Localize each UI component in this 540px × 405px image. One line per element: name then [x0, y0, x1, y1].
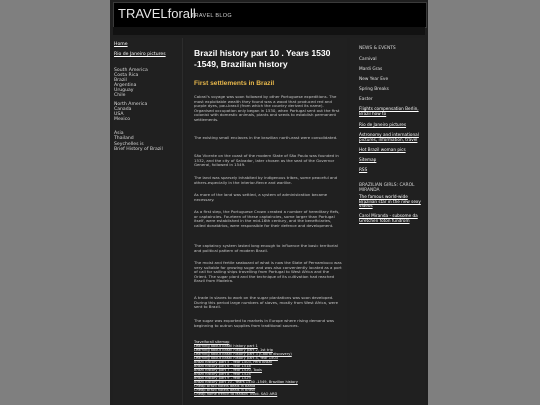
article-paragraph: São Vicente on the coast of the modern State of São Paulo was founded in 1532, and the city of Salvador, later chosen as the seat of the Governor General, followed in 1549.	[194, 153, 339, 167]
nav-item-brief-history[interactable]: Brief History of Brazil	[114, 147, 163, 152]
brazilian-girls-heading: BRAZILIAN GIRLS: CAROL MIRANDA	[359, 183, 415, 193]
main-content	[185, 38, 347, 405]
article-link[interactable]: Learning about Brazil history part 1	[194, 344, 258, 348]
nav-item-costa-rica[interactable]: Costa Rica	[114, 73, 139, 78]
site-subtitle: TRAVEL BLOG	[191, 13, 232, 19]
event-item-new-year-eve[interactable]: New Year Eve	[359, 77, 389, 82]
article-link[interactable]: Learning about Brazil history part 2, 1st trip	[194, 348, 273, 352]
sidebar-link-brazil-pics[interactable]: Hot Brazil woman pics	[359, 147, 406, 152]
site-title[interactable]: TRAVELforall	[118, 6, 196, 21]
events-heading: NEWS & EVENTS	[359, 46, 396, 51]
nav-link-rio-pictures[interactable]: Rio de Janeiro pictures	[114, 52, 166, 57]
sidebar-link-rss[interactable]: RSS	[359, 167, 368, 172]
article-link[interactable]: Cheap Brazil hotels deals in Bahia	[194, 384, 256, 388]
sidebar-link-astronomy[interactable]: Astronomy and international pictures, information, travel	[359, 132, 419, 142]
article-paragraph: As a first step, the Portuguese Crown created a number of hereditary fiefs, or captaincies. Fourteen of these captaincies, some larger than Portugal itself, were established in the mid-16th century, and the beneficiaries, called donatários, were responsible for their defence and development.	[194, 209, 340, 228]
article-paragraph: The sugar was exported to markets in Europe where rising demand was beginning to outrun supplies from traditional sources.	[194, 318, 335, 328]
article-link[interactable]: Cheap Rome french to Maison Tivoli. SAO ARD	[194, 392, 278, 396]
article-paragraph: The existing small enclaves in the brazilian north-east were consolidated.	[194, 135, 338, 140]
nav-item-thailand[interactable]: Thailand	[114, 136, 134, 141]
nav-region-south-america: South America	[114, 68, 148, 73]
article-paragraph: As more of the land was settled, a system of administration became necessary.	[194, 192, 328, 202]
event-item-carnival[interactable]: Carnival	[359, 57, 377, 62]
article-title: Brazil history part 10 . Years 1530 -1549, Brazilian history	[194, 48, 331, 69]
article-link[interactable]: Brazil history part 7 . Year 1520, Tools	[194, 368, 262, 372]
event-item-easter[interactable]: Easter	[359, 97, 373, 102]
nav-strip	[113, 27, 425, 35]
nav-item-mexico[interactable]: Mexico	[114, 117, 131, 122]
nav-item-canada[interactable]: Canada	[114, 107, 132, 112]
site-header	[113, 2, 427, 28]
sidebar-link-carol-miranda[interactable]: Carol Miranda - subsome da Gretchen foton fundrom	[359, 213, 418, 223]
page-container	[110, 0, 428, 405]
article-paragraph: The captaincy system lasted long enough to influence the basic territorial and political pattern of modern Brazil.	[194, 243, 338, 253]
article-paragraph: Cabral's voyage was soon followed by other Portuguese expeditions. The most exploitable wealth they found was a wood that produced red and purple dyes, pau-brasil (from which the country derived its name). Organised occupation only began in 1530, when Portugal sent out the first colonist with domestic animals, plants and seeds to establish permanent settlements.	[194, 94, 340, 122]
article-link[interactable]: Brazil history part 5 . Year 1503, Pero Brazil	[194, 360, 273, 364]
article-subtitle: First settlements in Brazil	[194, 80, 275, 87]
left-sidebar	[113, 38, 183, 405]
article-link[interactable]: Brazil history part 10 . Years 1530 -1549, Brazilian history	[194, 380, 298, 384]
sidebar-link-star-videos[interactable]: The famous world-wide Brazilian star in the new sexy videos	[359, 194, 421, 209]
nav-region-north-america: North America	[114, 102, 148, 107]
event-item-mardi-gras[interactable]: Mardi Gras	[359, 67, 383, 72]
nav-link-home[interactable]: Home	[114, 42, 128, 47]
sidebar-link-sitemap[interactable]: Sitemap	[359, 157, 377, 162]
article-paragraph: A trade in slaves to work on the sugar plantations was soon developed. During this period large numbers of slaves, mostly from West Africa, were sent to Brazil.	[194, 295, 338, 309]
event-item-spring-breaks[interactable]: Spring Breaks	[359, 87, 389, 92]
nav-item-argentina[interactable]: Argentina	[114, 83, 137, 88]
nav-item-uruguay[interactable]: Uruguay	[114, 88, 134, 93]
nav-item-brazil[interactable]: Brazil	[114, 78, 127, 83]
article-link[interactable]: Learning about Brazil history part 3 (Cabral discovery)	[194, 352, 292, 356]
nav-item-seychelles[interactable]: Seychelles is	[114, 142, 144, 147]
article-link[interactable]: Brazil history part 8 . Year 1524	[194, 372, 251, 376]
nav-region-asia: Asia	[114, 131, 124, 136]
nav-item-chile[interactable]: Chile	[114, 93, 126, 98]
right-sidebar	[350, 38, 425, 405]
article-link[interactable]: Learning about Brazil history part 4, Year 1503	[194, 356, 278, 360]
sidebar-link-flights[interactable]: Flights compensation Berlin, Brazil how to	[359, 106, 419, 116]
article-link[interactable]: Brazil history part 9 . Year 1529	[194, 376, 251, 380]
article-link[interactable]: Travelforall sitemap	[194, 340, 230, 344]
nav-item-usa[interactable]: USA	[114, 112, 124, 117]
article-paragraph: The land was sparsely inhabited by indigenous tribes, some peaceful and others-especially in the interior-fierce and warlike.	[194, 175, 338, 185]
sidebar-link-rio-pictures[interactable]: Rio de Janeiro pictures	[359, 122, 407, 127]
article-link[interactable]: Brazil history part 6 . Year 1518	[194, 364, 251, 368]
article-paragraph: The moist and fertile seaboard of what is now the State of Pernambuco was very suitable for growing sugar and was also conveniently located as a port of call for sailing ships travelling from Portugal to West Africa and the Orient. The sugar plant and the technique of its cultivation had reached Brazil from Madeira.	[194, 260, 342, 283]
article-link[interactable]: Cheap Brazil hotels deals in Brasil	[194, 388, 256, 392]
